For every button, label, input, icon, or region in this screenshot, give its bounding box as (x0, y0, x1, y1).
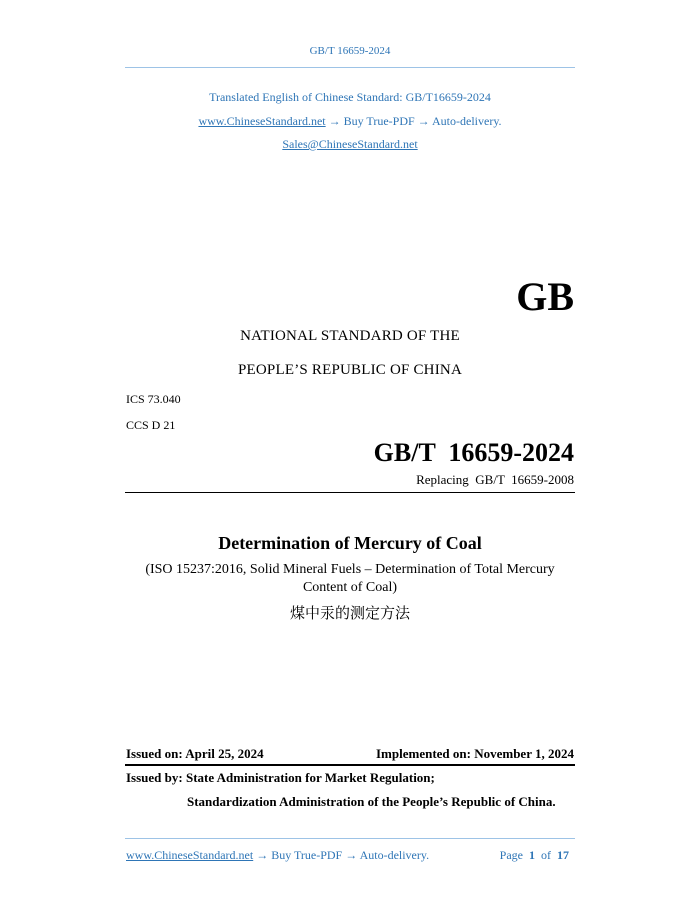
promo-purchase-line (0, 114, 700, 129)
footer-site-link[interactable]: www.ChineseStandard.net (126, 848, 254, 862)
standard-number-divider (125, 492, 575, 493)
page-indicator (500, 848, 569, 863)
implemented-on: Implemented on: November 1, 2024 (376, 746, 574, 761)
ics-code: ICS 73.040 (126, 392, 181, 406)
header-doc-id: GB/T 16659-2024 (309, 45, 391, 57)
national-standard-line-1: NATIONAL STANDARD OF THE (240, 328, 460, 344)
ccs-code: CCS D 21 (126, 418, 176, 432)
page-label: Page (499, 848, 523, 862)
chinese-title: 煤中汞的测定方法 (289, 604, 410, 622)
email-link[interactable]: Sales@ChineseStandard.net (282, 137, 418, 151)
standard-number: GB/T 16659-2024 (373, 438, 574, 467)
header-divider (125, 67, 575, 68)
promo-email-line (0, 137, 700, 152)
promo-purchase-text: → Buy True-PDF → Auto-delivery. (325, 114, 502, 128)
document-subtitle: (ISO 15237:2016, Solid Mineral Fuels – Determination of Total Mercury Content of Coal) (145, 562, 555, 595)
footer-purchase-text: → Buy True-PDF → Auto-delivery. (253, 848, 430, 862)
replacing-note: Replacing GB/T 16659-2008 (416, 472, 574, 487)
page-total: 17 (557, 848, 569, 862)
issue-divider (125, 764, 575, 766)
promo-translation-line: Translated English of Chinese Standard: GB/T16659-2024 (209, 90, 491, 104)
page-current: 1 (529, 848, 535, 862)
issued-by: Issued by: State Administration for Market Regulation; (126, 770, 435, 785)
footer-purchase-line (126, 848, 429, 863)
national-standard-line-2: PEOPLE’S REPUBLIC OF CHINA (238, 362, 462, 378)
document-title: Determination of Mercury of Coal (218, 533, 482, 553)
issued-by-2: Standardization Administration of the People’s Republic of China. (187, 794, 556, 809)
page-of: of (541, 848, 551, 862)
site-link[interactable]: www.ChineseStandard.net (198, 114, 326, 128)
gb-mark: GB (516, 274, 574, 319)
issued-on: Issued on: April 25, 2024 (126, 746, 264, 761)
footer-divider (125, 838, 575, 839)
